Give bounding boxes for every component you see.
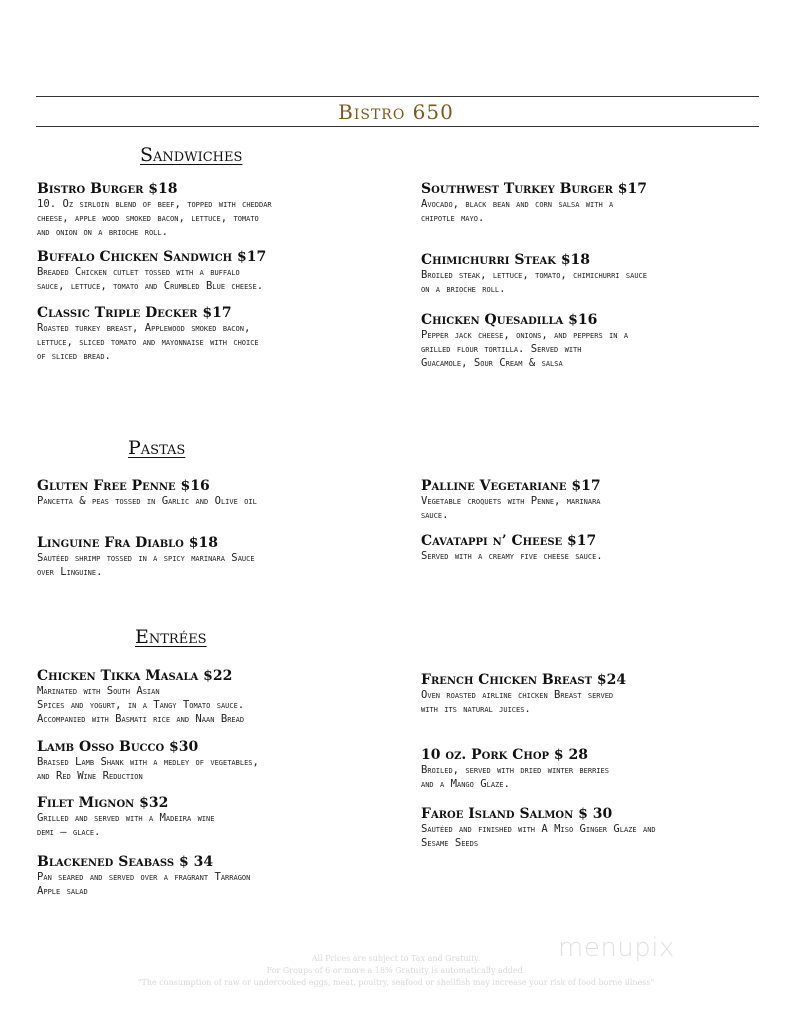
menu-item-faroe-island-salmon	[421, 806, 766, 850]
header-bottom-rule	[36, 126, 759, 127]
header-top-rule	[36, 96, 759, 97]
item-name: Southwest Turkey Burger $17	[421, 181, 648, 197]
menupix-watermark: menupix	[558, 933, 675, 963]
section-title-sandwiches: Sandwiches	[140, 144, 243, 166]
item-name: Chicken Tikka Masala $22	[37, 668, 233, 684]
menu-item-french-chicken-breast	[421, 672, 766, 716]
item-description: Broiled, served with dried winter berries and a Mango Glaze.	[421, 764, 609, 790]
item-description: Served with a creamy five cheese sauce.	[421, 550, 603, 562]
item-description: Sautéed and finished with A Miso Ginger Glaze and Sesame Seeds	[421, 823, 656, 849]
item-description: Oven roasted airline chicken Breast served with its natural juices.	[421, 689, 614, 715]
item-name: French Chicken Breast $24	[421, 672, 627, 688]
item-name: Faroe Island Salmon $ 30	[421, 806, 613, 822]
menu-item-pork-chop	[421, 747, 766, 791]
item-name: Palline Vegetariane $17	[421, 478, 601, 494]
item-description: Pancetta & peas tossed in Garlic and Olive oil	[37, 495, 257, 507]
item-name: Chimichurri Steak $18	[421, 252, 591, 268]
footer-notice	[0, 953, 792, 989]
menu-item-buffalo-chicken-sandwich	[37, 249, 382, 293]
item-description: Sautéed shrimp tossed in a spicy marinara Sauce over Linguine.	[37, 552, 255, 578]
menu-item-blackened-seabass	[37, 854, 382, 898]
item-description: Braised Lamb Shank with a medley of vegetables, and Red Wine Reduction	[37, 756, 259, 782]
menu-item-gluten-free-penne	[37, 478, 382, 508]
item-name: Gluten Free Penne $16	[37, 478, 210, 494]
menu-item-bistro-burger	[37, 181, 382, 239]
menu-item-cavatappi-n-cheese	[421, 533, 766, 563]
menu-item-chicken-tikka-masala	[37, 668, 382, 726]
item-description: Breaded Chicken cutlet tossed with a buffalo sauce, lettuce, tomato and Crumbled Blue cheese.	[37, 266, 264, 292]
item-description: Marinated with South Asian Spices and yogurt, in a Tangy Tomato sauce. Accompanied with Basmati rice and Naan Bread	[37, 685, 245, 725]
item-name: Bistro Burger $18	[37, 181, 178, 197]
item-name: Blackened Seabass $ 34	[37, 854, 214, 870]
item-description: Pan seared and served over a fragrant Tarragon Apple salad	[37, 871, 251, 897]
item-name: Cavatappi n’ Cheese $17	[421, 533, 597, 549]
menu-item-classic-triple-decker	[37, 305, 382, 363]
item-name: Chicken Quesadilla $16	[421, 312, 598, 328]
menu-item-chimichurri-steak	[421, 252, 766, 296]
item-description: Pepper jack cheese, onions, and peppers in a grilled flour tortilla. Served with Guacamole, Sour Cream & salsa	[421, 329, 629, 369]
footer-line-gratuity: For Groups of 6 or more a 18% Gratuity is automatically added.	[266, 966, 526, 975]
restaurant-title: Bistro 650	[338, 100, 454, 124]
menu-item-filet-mignon	[37, 795, 382, 839]
footer-line-tax: All Prices are subject to Tax and Gratuity.	[311, 954, 481, 963]
footer-line-consumption-warning: "The consumption of raw or undercooked eggs, meat, poultry, seafood or shellfish may increase your risk of food borne illness"	[137, 978, 655, 987]
item-name: Lamb Osso Bucco $30	[37, 739, 199, 755]
menu-item-southwest-turkey-burger	[421, 181, 766, 225]
item-name: Buffalo Chicken Sandwich $17	[37, 249, 267, 265]
menu-item-linguine-fra-diablo	[37, 535, 382, 579]
item-name: Linguine Fra Diablo $18	[37, 535, 218, 551]
menu-item-chicken-quesadilla	[421, 312, 766, 370]
item-name: Filet Mignon $32	[37, 795, 169, 811]
section-title-entrees: Entrées	[135, 626, 207, 648]
item-description: Roasted turkey breast, Applewood smoked bacon, lettuce, sliced tomato and mayonnaise with choice of sliced bread.	[37, 322, 259, 362]
item-description: Avocado, black bean and corn salsa with a chipotle mayo.	[421, 198, 614, 224]
menu-item-lamb-osso-bucco	[37, 739, 382, 783]
menu-item-palline-vegetariane	[421, 478, 766, 522]
item-description: Vegetable croquets with Penne, marinara sauce.	[421, 495, 601, 521]
item-name: 10 oz. Pork Chop $ 28	[421, 747, 589, 763]
section-title-pastas: Pastas	[128, 437, 186, 459]
item-description: Grilled and served with a Madeira wine demi – glace.	[37, 812, 215, 838]
item-name: Classic Triple Decker $17	[37, 305, 232, 321]
item-description: 10. Oz sirloin blend of beef, topped with cheddar cheese, apple wood smoked bacon, lettuce, tomato and onion on a brioche roll.	[37, 198, 272, 238]
item-description: Broiled steak, lettuce, tomato, chimichurri sauce on a brioche roll.	[421, 269, 647, 295]
